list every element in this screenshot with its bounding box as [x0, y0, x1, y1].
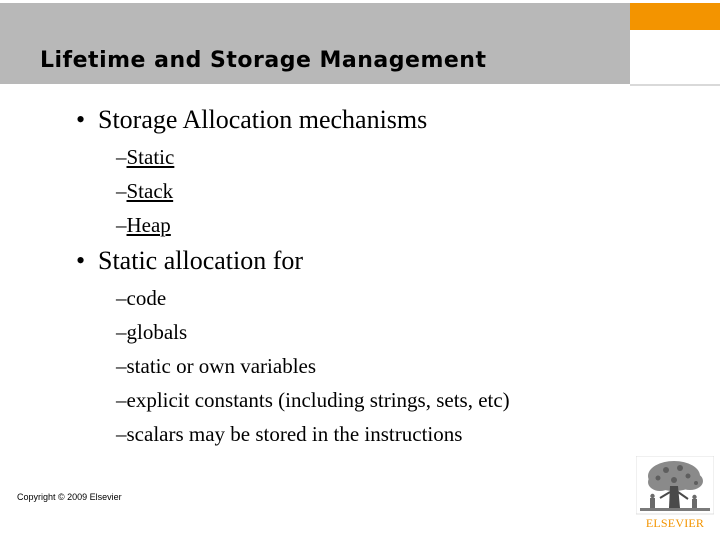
dash: – [116, 354, 127, 378]
subitem-explicit-constants [116, 388, 510, 413]
dash: – [116, 145, 127, 169]
subitem-text: static or own variables [126, 354, 317, 378]
bullet-dot: • [76, 105, 86, 134]
bullet-dot: • [76, 246, 86, 275]
subitem-text: scalars may be stored in the instructions [126, 422, 463, 446]
subitem-link-stack[interactable]: Stack [126, 179, 174, 203]
dash: – [116, 320, 127, 344]
orange-accent-block [630, 3, 720, 30]
subitem-static[interactable] [116, 145, 174, 170]
bullet-text: Static allocation for [98, 246, 304, 275]
subitem-heap[interactable] [116, 213, 171, 238]
dash: – [116, 213, 127, 237]
subitem-text: globals [126, 320, 188, 344]
bullet-text: Storage Allocation mechanisms [98, 105, 428, 134]
elsevier-logo-text: ELSEVIER [645, 516, 705, 530]
dash: – [116, 388, 127, 412]
subitem-globals [116, 320, 187, 345]
title-bar-top-strip [0, 0, 630, 3]
bullet-storage-allocation [76, 105, 427, 135]
subitem-text: explicit constants (including strings, sets, etc) [126, 388, 510, 412]
subitem-text: code [126, 286, 167, 310]
dash: – [116, 179, 127, 203]
subitem-code [116, 286, 166, 311]
copyright-notice: Copyright © 2009 Elsevier [17, 492, 122, 502]
subitem-link-heap[interactable]: Heap [126, 213, 171, 237]
title-bar [0, 0, 630, 84]
dash: – [116, 286, 127, 310]
dash: – [116, 422, 127, 446]
bullet-static-allocation [76, 246, 303, 276]
subitem-link-static[interactable]: Static [126, 145, 175, 169]
slide-title: Lifetime and Storage Management [40, 48, 487, 73]
subitem-stack[interactable] [116, 179, 173, 204]
subitem-static-own-variables [116, 354, 316, 379]
subitem-scalars [116, 422, 462, 447]
header-rule [630, 84, 720, 86]
